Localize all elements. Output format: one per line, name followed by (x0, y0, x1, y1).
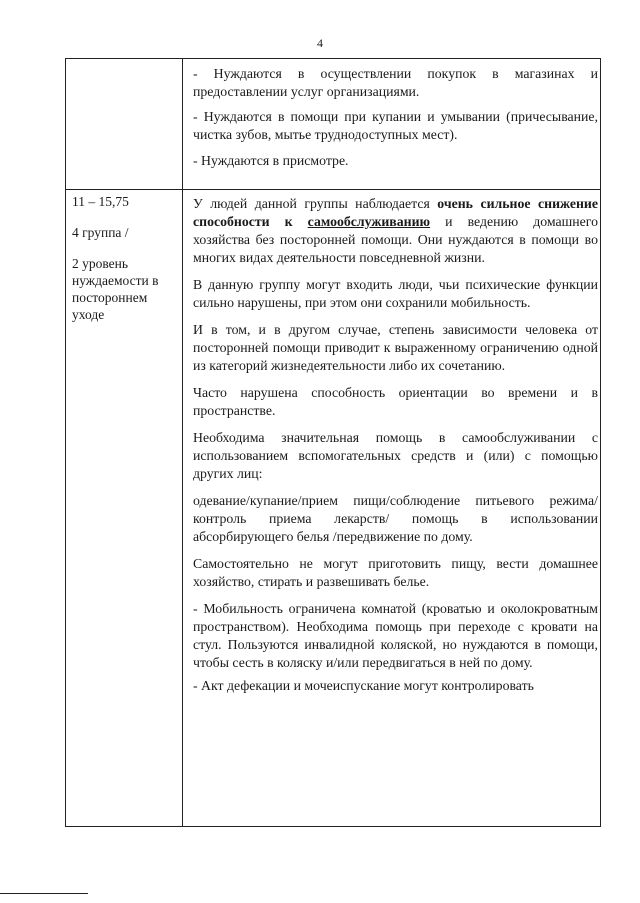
row1-item-bathing: - Нуждаются в помощи при купании и умывании (причесывание, чистка зубов, мытье труднодоступных мест). (193, 109, 598, 142)
row1-item-supervision: - Нуждаются в присмотре. (193, 153, 349, 168)
paragraph-household: Самостоятельно не могут приготовить пищу, вести домашнее хозяйство, стирать и развешивать белье. (193, 556, 598, 589)
paragraph-dependency: И в том, и в другом случае, степень зависимости человека от посторонней помощи приводит к выраженному ограничению одной из категорий жизнедеятельности либо их сочетанию. (193, 322, 598, 373)
intro-text-before: У людей данной группы наблюдается (193, 196, 438, 211)
care-level-label: 2 уровень нуждаемости в постороннем уходе (72, 256, 159, 322)
page-number: 4 (317, 36, 323, 50)
paragraph-assistance-needed: Необходима значительная помощь в самообслуживании с использованием вспомогательных средств и (или) с помощью других лиц: (193, 430, 598, 481)
row1-description-cell (183, 65, 600, 170)
intro-text-bold-underlined: самообслуживанию (307, 214, 431, 229)
paragraph-orientation: Часто нарушена способность ориентации во времени и в пространстве. (193, 385, 598, 418)
group-intro-paragraph (193, 195, 598, 267)
paragraph-assistance-activities: одевание/купание/прием пищи/соблюдение питьевого режима/ контроль приема лекарств/ помощь в использовании абсорбирующего белья /передвижение по дому. (193, 493, 598, 544)
footnote-separator (0, 893, 88, 894)
score-range: 11 – 15,75 (72, 194, 129, 209)
paragraph-mental-functions: В данную группу могут входить люди, чьи психические функции сильно нарушены, при этом они сохранили мобильность. (193, 277, 598, 310)
row1-item-shopping: - Нуждаются в осуществлении покупок в магазинах и предоставлении услуг организациями. (193, 66, 598, 99)
group-label: 4 группа / (72, 225, 129, 240)
paragraph-mobility: - Мобильность ограничена комнатой (кроватью и околокроватным пространством). Необходима помощь при переходе с кровати на стул. Пользуются инвалидной коляской, но нуждаются в помощи, чтобы сесть в коляску и/или передвигаться в ней по дому. (193, 601, 598, 670)
care-level-table (65, 58, 601, 827)
row2-score-cell (66, 193, 182, 323)
intro-text-bold: очень сильное снижение способности к (193, 196, 598, 229)
row2-description-cell (183, 195, 600, 695)
row-divider (66, 189, 600, 190)
paragraph-continence: - Акт дефекации и мочеиспускание могут контролировать (193, 678, 534, 693)
intro-text-after: и ведению домашнего хозяйства без посторонней помощи. Они нуждаются в помощи во многих видах деятельности повседневной жизни. (193, 214, 598, 265)
